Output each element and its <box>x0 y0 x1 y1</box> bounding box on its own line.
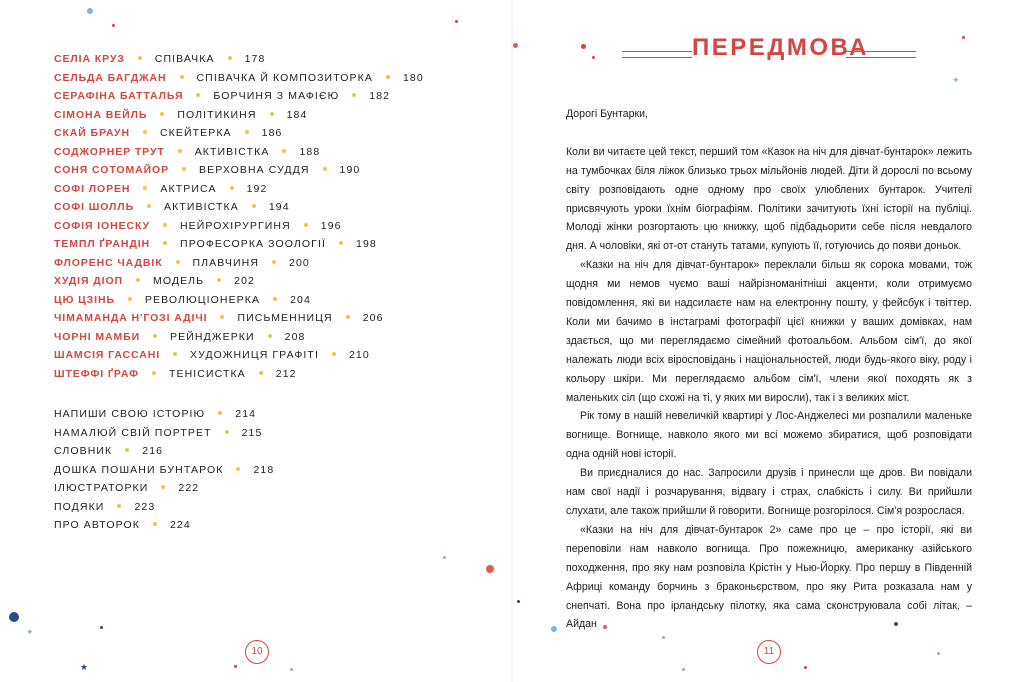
toc-entry-role: ПЛАВЧИНЯ <box>192 256 260 269</box>
decor-dot <box>894 622 898 626</box>
toc-entry-role: СПІВАЧКА <box>154 53 215 65</box>
toc-entry[interactable] <box>54 442 274 461</box>
toc-entry-page: 192 <box>246 182 268 195</box>
bullet-dot-icon <box>230 186 234 190</box>
bullet-dot-icon <box>352 93 356 97</box>
decor-dot <box>592 56 595 59</box>
decor-dot <box>234 665 237 668</box>
heading-block <box>512 34 1024 70</box>
decor-star-icon: ✦ <box>26 627 34 637</box>
bullet-dot-icon <box>182 167 186 171</box>
toc-entry-page: 218 <box>253 463 275 476</box>
toc-entry-role: АКТИВІСТКА <box>164 201 239 213</box>
toc-entry-page: 204 <box>290 293 311 306</box>
toc-entry-role: ВЕРХОВНА СУДДЯ <box>199 164 310 176</box>
toc-entry-page: 182 <box>369 90 391 102</box>
decor-dot <box>87 8 93 14</box>
toc-entry[interactable] <box>54 479 274 498</box>
bullet-dot-icon <box>245 130 249 134</box>
toc-entry-role: НЕЙРОХІРУРГИНЯ <box>180 219 291 232</box>
toc-entry-role: ПРОФЕСОРКА ЗООЛОГІЇ <box>180 238 326 250</box>
toc-entry-role: РЕЙНДЖЕРКИ <box>170 330 255 343</box>
paragraph: «Казки на ніч для дівчат-бунтарок 2» саме про це – про історії, які ви переповіли нам навколо вогнища. Про пожежницю, американку азійського походження, про яку нам розповіла Крістін у Нью-Йорку. Про першу в Південній Африці команду борчинь з браконьєрством, про яку Рита розказала нам у снепчаті. Вона про ірландську пілотку, яка сама сконструювала собі літак, – Айдан <box>566 523 972 631</box>
toc-entry[interactable] <box>54 180 424 199</box>
toc-entry[interactable] <box>54 50 424 69</box>
toc-entry-name: ЧОРНІ МАМБИ <box>54 330 141 343</box>
bullet-dot-icon <box>153 334 157 338</box>
bullet-dot-icon <box>218 411 222 415</box>
toc-entry-page: 194 <box>268 201 290 213</box>
bullet-dot-icon <box>273 297 277 301</box>
bullet-dot-icon <box>143 130 147 134</box>
toc-entry-page: 180 <box>402 71 424 84</box>
toc-entry-name: СЕРАФІНА БАТТАЛЬЯ <box>54 90 184 102</box>
toc-entry-role: БОРЧИНЯ З МАФІЄЮ <box>213 90 340 102</box>
heading-rule-right <box>846 51 916 58</box>
toc-entry-role: РЕВОЛЮЦІОНЕРКА <box>144 293 261 306</box>
bullet-dot-icon <box>323 167 327 171</box>
toc-entry-name: СОФІЯ ІОНЕСКУ <box>54 219 150 232</box>
toc-entry-page: 188 <box>299 145 321 158</box>
decor-dot <box>290 668 293 671</box>
toc-entry-name: ФЛОРЕНС ЧАДВІК <box>54 256 163 269</box>
toc-entry-role: ТЕНІСИСТКА <box>168 367 246 380</box>
decor-dot <box>443 556 446 559</box>
toc-entry-title: СЛОВНИК <box>54 445 113 457</box>
toc-entry-name: СОНЯ СОТОМАЙОР <box>54 164 169 176</box>
bullet-dot-icon <box>128 297 132 301</box>
toc-entry[interactable] <box>54 291 424 310</box>
bullet-dot-icon <box>386 75 390 79</box>
toc-entry-title: ПОДЯКИ <box>54 500 105 513</box>
toc-entry-page: 186 <box>261 127 283 139</box>
decor-planet <box>9 612 19 622</box>
toc-entry-name: СЕЛЬДА БАГДЖАН <box>54 71 167 84</box>
toc-entry-page: 215 <box>241 426 263 439</box>
toc-entry-role: АКТРИСА <box>160 182 217 195</box>
bullet-dot-icon <box>252 204 256 208</box>
decor-dot <box>455 20 458 23</box>
toc-entry-page: 202 <box>234 275 255 287</box>
toc-entry-name: СОДЖОРНЕР ТРУТ <box>54 145 165 158</box>
bullet-dot-icon <box>272 260 276 264</box>
bullet-dot-icon <box>259 371 263 375</box>
paragraph: «Казки на ніч для дівчат-бунтарок» переклали більш як сорока мовами, тож щодня ми немов чуємо ваші найрізноманітніші акценти, коли отримуємо повідомлення, які ви надсилаєте нам на електронну пошту, у фейсбук і твіттер. Коли ми бачимо в інстаграмі фотографії цієї книжки у ваших домівках, нам здається, що ми переглядаємо сімейний фотоальбом. Альбом сім'ї, до якої належать люди всіх віросповідань і національностей, люди будь-якого віку, роду і кольору шкіри. Ми переглядаємо альбом сім'ї, члени якої походять як з маленьких сіл (що схожі на ті, у яких ми виросли), так і з великих міст. <box>566 259 972 404</box>
toc-entry[interactable] <box>54 328 424 347</box>
toc-entry[interactable] <box>54 124 424 143</box>
decor-dot <box>662 636 665 639</box>
toc-entry[interactable] <box>54 87 424 106</box>
decor-star-icon: ✦ <box>952 75 960 85</box>
toc-entry-page: 206 <box>362 312 384 324</box>
page-title: ПЕРЕДМОВА <box>692 34 869 61</box>
bullet-dot-icon <box>196 93 200 97</box>
bullet-dot-icon <box>220 315 224 319</box>
decor-dot <box>581 44 586 49</box>
salutation: Дорогі Бунтарки, <box>566 108 649 120</box>
toc-entry-page: 190 <box>339 164 361 176</box>
toc-entry-page: 212 <box>275 367 297 380</box>
toc-entry[interactable] <box>54 217 424 236</box>
decor-dot <box>513 43 518 48</box>
bullet-dot-icon <box>163 223 167 227</box>
bullet-dot-icon <box>147 204 151 208</box>
toc-entry-name: СКАЙ БРАУН <box>54 127 130 139</box>
decor-dot <box>962 36 965 39</box>
toc-entry[interactable] <box>54 516 274 535</box>
toc-entry[interactable] <box>54 272 424 291</box>
toc-entry-role: ХУДОЖНИЦЯ ГРАФІТІ <box>190 349 319 361</box>
toc-entry-page: 223 <box>134 500 156 513</box>
bullet-dot-icon <box>153 522 157 526</box>
toc-entry[interactable] <box>54 198 424 217</box>
toc-entry-role: ПИСЬМЕННИЦЯ <box>237 312 333 324</box>
bullet-dot-icon <box>282 149 286 153</box>
bullet-dot-icon <box>143 186 147 190</box>
toc-entry-page: 214 <box>235 408 257 420</box>
bullet-dot-icon <box>236 467 240 471</box>
bullet-dot-icon <box>228 56 232 60</box>
toc-entry-role: МОДЕЛЬ <box>152 275 205 287</box>
bullet-dot-icon <box>339 241 343 245</box>
toc-entry-page: 196 <box>320 219 342 232</box>
toc-entry-title: ПРО АВТОРОК <box>54 519 140 531</box>
toc-entry-page: 208 <box>284 330 306 343</box>
decor-dot <box>486 565 494 573</box>
toc-entry[interactable] <box>54 235 424 254</box>
toc-entry-title: ДОШКА ПОШАНИ БУНТАРОК <box>54 463 224 476</box>
table-of-contents <box>54 50 424 383</box>
decor-star-icon: ★ <box>80 662 89 672</box>
toc-entry-page: 184 <box>286 108 308 121</box>
bullet-dot-icon <box>178 149 182 153</box>
paragraph: Ви приєдналися до нас. Запросили друзів і принесли ще дров. Ви повідали нам свої надії і розчарування, відвагу і страх, слабкість і силу. Ви прийшли слухати, але також прийшли й говорити. Вогнище розгорілося. Сім'я розрослася. <box>566 467 972 518</box>
toc-entry-role: СКЕЙТЕРКА <box>159 127 232 139</box>
toc-entry[interactable] <box>54 498 274 517</box>
toc-entry-name: СОФІ ШОЛЛЬ <box>54 201 135 213</box>
toc-entry-name: ЧІМАМАНДА Н'ГОЗІ АДІЧІ <box>54 312 208 324</box>
table-of-contents-extra <box>54 405 274 535</box>
paragraph: Рік тому в нашій невеличкій квартирі у Лос-Анджелесі ми розпалили маленьке вогнище. Вогнище, навколо якого ми всі можемо збиратися, щоб розповідати одна одній нові історії. <box>566 410 972 461</box>
toc-entry-page: 210 <box>348 349 370 361</box>
bullet-dot-icon <box>346 315 350 319</box>
foreword-text <box>566 105 972 634</box>
right-page <box>512 0 1024 682</box>
page-number-right: 11 <box>757 640 781 664</box>
decor-dot <box>551 626 557 632</box>
toc-entry-page: 200 <box>289 256 310 269</box>
bullet-dot-icon <box>270 112 274 116</box>
decor-dot <box>804 666 807 669</box>
toc-entry-name: ШАМСІЯ ГАССАНІ <box>54 349 161 361</box>
toc-entry-role: ПОЛІТИКИНЯ <box>177 108 257 121</box>
toc-entry-page: 216 <box>142 445 164 457</box>
bullet-dot-icon <box>125 448 129 452</box>
bullet-dot-icon <box>176 260 180 264</box>
toc-entry-role: АКТИВІСТКА <box>194 145 270 158</box>
decor-dot <box>603 625 607 629</box>
toc-entry-name: СОФІ ЛОРЕН <box>54 182 131 195</box>
decor-dot <box>682 668 685 671</box>
decor-dot <box>100 626 103 629</box>
toc-entry[interactable] <box>54 254 424 273</box>
bullet-dot-icon <box>138 56 142 60</box>
bullet-dot-icon <box>217 278 221 282</box>
toc-entry[interactable] <box>54 346 424 365</box>
toc-entry-page: 178 <box>244 53 266 65</box>
bullet-dot-icon <box>304 223 308 227</box>
toc-entry-title: ІЛЮСТРАТОРКИ <box>54 482 149 494</box>
bullet-dot-icon <box>117 504 121 508</box>
toc-entry-page: 224 <box>169 519 191 531</box>
paragraph: Коли ви читаєте цей текст, перший том «Казок на ніч для дівчат-бунтарок» лежить на тумбочках біля ліжок близько трьох мільйонів людей. Діти й дорослі по всьому світу розповідають одне одному про своїх улюблених бунтарок. Учителі присвячують уроки їхнім біографіям. Політики зачитують їхні історії на публіці. Молоді жінки розгортають цю книжку, щоб підбадьорити себе після невдалого дня. А чоловіки, які от-от стануть татами, купують її, готуючись до появи доньок. <box>566 145 972 253</box>
bullet-dot-icon <box>332 352 336 356</box>
toc-entry[interactable] <box>54 365 424 384</box>
toc-entry-name: СІМОНА ВЕЙЛЬ <box>54 108 148 121</box>
toc-entry[interactable] <box>54 143 424 162</box>
bullet-dot-icon <box>268 334 272 338</box>
bullet-dot-icon <box>152 371 156 375</box>
toc-entry-title: НАМАЛЮЙ СВІЙ ПОРТРЕТ <box>54 426 212 439</box>
toc-entry-page: 198 <box>356 238 377 250</box>
toc-entry[interactable] <box>54 424 274 443</box>
toc-entry[interactable] <box>54 106 424 125</box>
bullet-dot-icon <box>160 112 164 116</box>
bullet-dot-icon <box>225 430 229 434</box>
toc-entry-title: НАПИШИ СВОЮ ІСТОРІЮ <box>54 408 206 420</box>
bullet-dot-icon <box>173 352 177 356</box>
toc-entry-role: СПІВАЧКА Й КОМПОЗИТОРКА <box>196 71 373 84</box>
bullet-dot-icon <box>180 75 184 79</box>
toc-entry[interactable] <box>54 461 274 480</box>
bullet-dot-icon <box>136 278 140 282</box>
toc-entry[interactable] <box>54 309 424 328</box>
decor-dot <box>937 652 940 655</box>
bullet-dot-icon <box>161 485 165 489</box>
toc-entry[interactable] <box>54 69 424 88</box>
toc-entry-name: ШТЕФФІ ҐРАФ <box>54 367 139 380</box>
decor-dot <box>112 24 115 27</box>
toc-entry[interactable] <box>54 405 274 424</box>
toc-entry-name: ХУДІЯ ДІОП <box>54 275 123 287</box>
toc-entry-name: ЦЮ ЦЗІНЬ <box>54 293 115 306</box>
page-number-left: 10 <box>245 640 269 664</box>
toc-entry[interactable] <box>54 161 424 180</box>
toc-entry-name: ТЕМПЛ ҐРАНДІН <box>54 238 151 250</box>
toc-entry-name: СЕЛІА КРУЗ <box>54 53 125 65</box>
heading-rule-left <box>622 51 692 58</box>
toc-entry-page: 222 <box>178 482 200 494</box>
bullet-dot-icon <box>163 241 167 245</box>
